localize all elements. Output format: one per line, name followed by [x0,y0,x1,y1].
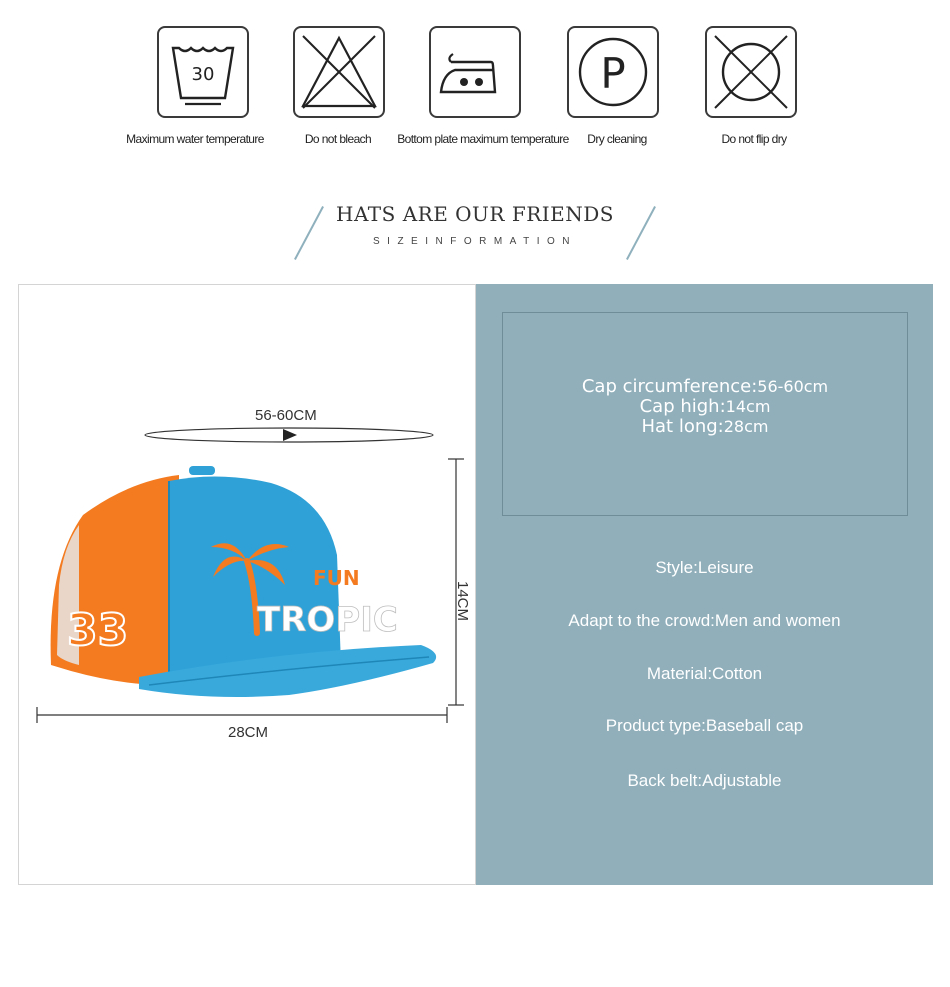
spec-high-label: Cap high: [639,396,726,417]
hat-number: 33 [67,605,129,656]
hat-text-main: TROPIC [257,600,398,640]
attr-style [476,558,933,578]
spec-long-label: Hat long: [641,416,724,437]
care-label-iron: Bottom plate maximum temperature [397,132,569,146]
care-label-tumble: Do not flip dry [721,132,787,146]
spec-high [503,397,907,417]
attr-back-belt [476,771,933,791]
attr-material [476,664,933,684]
attr-product-type-value: Baseball cap [705,716,804,735]
spec-circumference [503,377,907,397]
wash-temperature-number: 30 [191,64,215,85]
attr-style-value: Leisure [697,558,754,577]
no-tumble-dry-icon [705,26,797,118]
attr-style-label: Style: [655,558,698,577]
dry-clean-p-icon [567,26,659,118]
attr-material-label: Material: [646,664,713,683]
length-label: 28CM [228,724,269,741]
circumference-label: 56-60CM [255,407,317,424]
attr-back-belt-value: Adjustable [702,771,782,790]
spec-long-value: 28cm [723,417,769,436]
hat-text-top: FUN [313,566,360,590]
iron-icon [429,26,521,118]
no-bleach-icon [293,26,385,118]
spec-circumference-label: Cap circumference: [581,376,758,397]
attr-crowd [476,611,933,631]
attr-material-value: Cotton [712,664,763,683]
attr-back-belt-label: Back belt: [627,771,703,790]
attr-crowd-value: Men and women [714,611,841,630]
hat-illustration [19,285,475,884]
height-label: 14CM [454,581,471,622]
spec-circumference-value: 56-60cm [757,377,829,396]
care-label-bleach: Do not bleach [304,132,372,146]
spec-high-value: 14cm [725,397,771,416]
spec-long [503,417,907,437]
spec-panel [476,284,933,885]
attr-crowd-label: Adapt to the crowd: [568,611,715,630]
attr-product-type [476,716,933,736]
section-title: HATS ARE OUR FRIENDS [336,202,614,226]
hat-image-panel [18,284,476,885]
size-spec-box [502,312,908,516]
dry-clean-letter: P [600,49,626,98]
wash-30-icon [157,26,249,118]
section-subtitle: SIZEINFORMATION [373,236,577,247]
attr-product-type-label: Product type: [605,716,706,735]
care-label-water: Maximum water temperature [126,132,264,146]
care-label-dry-clean: Dry cleaning [587,132,647,146]
